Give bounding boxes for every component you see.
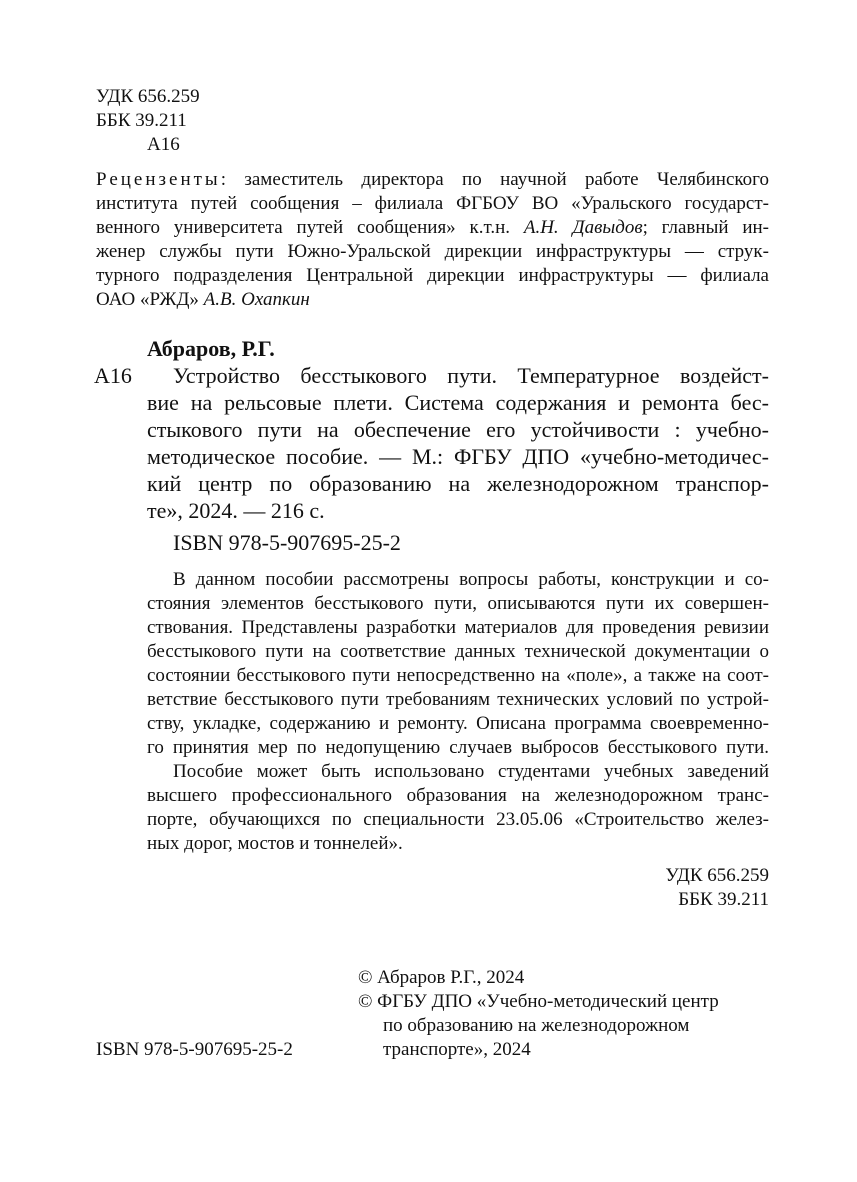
entry-isbn: ISBN 978-5-907695-25-2 [173, 530, 401, 555]
abstract-p1-line-6: ветствие бесстыкового пути требованиям технических условий по устрой- [147, 689, 769, 710]
reviewers-line-6 [96, 289, 310, 311]
header-code: А16 [147, 134, 180, 155]
abstract-p1-line-7: ству, укладке, содержанию и ремонту. Описана программа своевременно- [147, 713, 769, 734]
reviewer-2-name: А.В. Охапкин [203, 289, 310, 310]
classification-udk: УДК 656.259 [665, 865, 769, 886]
entry-line-3: стыкового пути на обеспечение его устойчивости : учебно- [147, 417, 769, 442]
entry-code: А16 [94, 363, 132, 388]
copyright-publisher-line-1: © ФГБУ ДПО «Учебно-методический центр [358, 991, 719, 1012]
footer-isbn: ISBN 978-5-907695-25-2 [96, 1039, 293, 1060]
abstract-p1-line-3: ствования. Представлены разработки материалов для проведения ревизии [147, 617, 769, 638]
abstract-p1-line-8: го принятия мер по недопущению случаев выбросов бесстыкового пути. [147, 737, 769, 758]
reviewers-line-3-a: венного университета путей сообщения» к.т.н. [96, 217, 524, 238]
abstract-p1-line-4: бесстыкового пути на соответствие данных технической документации о [147, 641, 769, 662]
abstract-p1-line-1: В данном пособии рассмотрены вопросы работы, конструкции и со- [173, 569, 769, 590]
reviewers-line-1 [96, 169, 769, 191]
reviewers-line-2: института путей сообщения – филиала ФГБОУ ВО «Уральского государст- [96, 193, 769, 214]
reviewers-line-3 [96, 217, 769, 239]
entry-line-2: вие на рельсовые плети. Система содержания и ремонта бес- [147, 390, 769, 415]
entry-line-4: методическое пособие. — М.: ФГБУ ДПО «учебно-методичес- [147, 444, 769, 469]
reviewers-line-5: турного подразделения Центральной дирекции инфраструктуры — филиала [96, 265, 769, 286]
copyright-publisher-line-2: по образованию на железнодорожном [383, 1015, 690, 1036]
entry-line-1: Устройство бесстыкового пути. Температурное воздейст- [173, 363, 769, 388]
reviewers-line-3-b: ; главный ин- [642, 217, 769, 238]
classification-bbk: ББК 39.211 [678, 889, 769, 910]
header-bbk: ББК 39.211 [96, 110, 187, 131]
abstract-p2-line-2: высшего профессионального образования на железнодорожном транс- [147, 785, 769, 806]
reviewer-1-name: А.Н. Давыдов [523, 217, 643, 238]
reviewers-label: Рецензенты [96, 169, 221, 190]
entry-line-5: кий центр по образованию на железнодорожном транспор- [147, 471, 769, 496]
reviewers-line-4: женер службы пути Южно-Уральской дирекции инфраструктуры — струк- [96, 241, 769, 262]
reviewers-line-6-a: ОАО «РЖД» [96, 289, 204, 310]
copyright-publisher-line-3: транспорте», 2024 [383, 1039, 531, 1060]
header-udk: УДК 656.259 [96, 86, 200, 107]
abstract-p1-line-2: стояния элементов бесстыкового пути, описываются пути их совершен- [147, 593, 769, 614]
reviewers-colon: : [220, 169, 226, 190]
copyright-author: © Абраров Р.Г., 2024 [358, 967, 525, 988]
abstract-p2-line-4: ных дорог, мостов и тоннелей». [147, 833, 403, 854]
reviewers-line-1-text: заместитель директора по научной работе Челябинского [225, 169, 769, 190]
abstract-p1-line-5: состоянии бесстыкового пути непосредственно на «поле», а также на соот- [147, 665, 769, 686]
abstract-p2-line-1: Пособие может быть использовано студентами учебных заведений [173, 761, 769, 782]
entry-line-6: те», 2024. — 216 с. [147, 498, 325, 523]
abstract-p2-line-3: порте, обучающихся по специальности 23.05.06 «Строительство желез- [147, 809, 769, 830]
entry-author: Абраров, Р.Г. [147, 336, 275, 361]
